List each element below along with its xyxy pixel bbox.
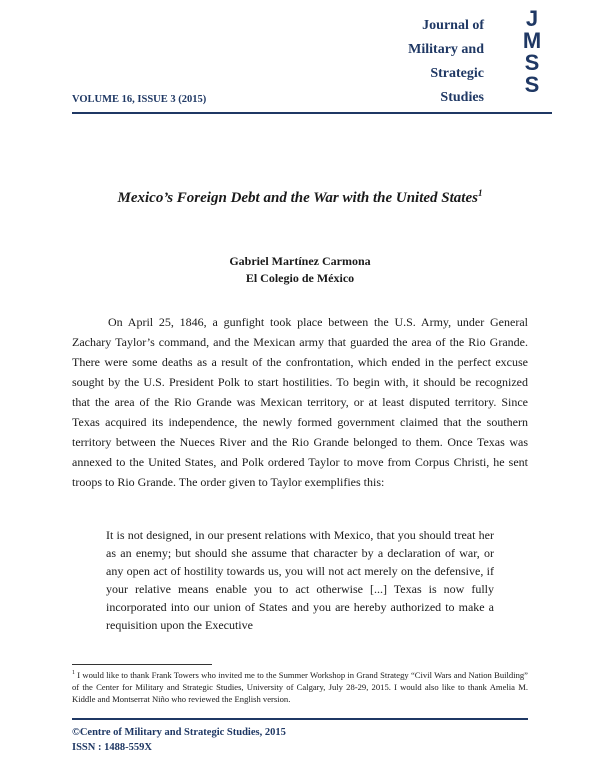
- issn: ISSN : 1488-559X: [72, 742, 152, 753]
- article-title-text: Mexico’s Foreign Debt and the War with the United States: [117, 190, 478, 206]
- footer: [72, 725, 286, 755]
- footnote-divider: [72, 664, 212, 665]
- jmss-logo: [515, 8, 549, 96]
- block-quote: It is not designed, in our present relations with Mexico, that you should treat her as an enemy; but should she assume that character by a declaration of war, or any open act of hostility towards us, you will not act merely on the defensive, if your relative means enable you to act otherwise [...] Texas is now fully incorporated into our union of States and you are hereby authorized to make a requisition upon the Executive: [106, 528, 494, 632]
- journal-title-line: Journal of: [422, 18, 484, 33]
- logo-letter: S: [524, 72, 540, 97]
- article-title: [72, 188, 528, 207]
- author-name: Gabriel Martínez Carmona: [229, 254, 371, 268]
- logo-letter: S: [524, 50, 540, 75]
- author-block: [72, 253, 528, 287]
- author-affiliation: El Colegio de México: [245, 271, 355, 285]
- volume-issue: VOLUME 16, ISSUE 3 (2015): [72, 94, 207, 105]
- footnote-text: I would like to thank Frank Towers who invited me to the Summer Workshop in Grand Strategy “Civil Wars and Nation Building” of the Center for Military and Strategic Studies, University of Calgary, July 28-29, 2015. I would also like to thank Amelia M. Kiddle and Montserrat Niño who reviewed the English version.: [72, 669, 528, 704]
- footnote: [72, 667, 528, 705]
- copyright-notice: ©Centre of Military and Strategic Studies, 2015: [72, 727, 286, 738]
- footnote-number: 1: [72, 670, 75, 676]
- body-paragraph: On April 25, 1846, a gunfight took place between the U.S. Army, under General Zachary Taylor’s command, and the Mexican army that guarded the area of the Rio Grande. There were some deaths as a result of the confrontation, which ended in the perfect excuse sought by the U.S. President Polk to start hostilities. To begin with, it should be recognized that the area of the Rio Grande was Mexican territory, or at least disputed territory. Since Texas acquired its independence, the newly formed government claimed that the southern territory between the Nueces River and the Rio Grande belonged to them. Once Texas was annexed to the United States, and Polk ordered Taylor to move from Corpus Christi, he sent troops to Rio Grande. The order given to Taylor exemplifies this:: [72, 315, 528, 489]
- logo-letter: M: [522, 28, 542, 53]
- footer-divider: [72, 718, 528, 720]
- header-divider: [72, 112, 552, 114]
- journal-title-line: Military and: [408, 42, 484, 57]
- footnote-marker[interactable]: 1: [477, 188, 483, 198]
- journal-title-line: Studies: [440, 90, 484, 105]
- journal-title: [408, 14, 484, 110]
- journal-title-line: Strategic: [430, 66, 484, 81]
- logo-letter: J: [525, 6, 539, 31]
